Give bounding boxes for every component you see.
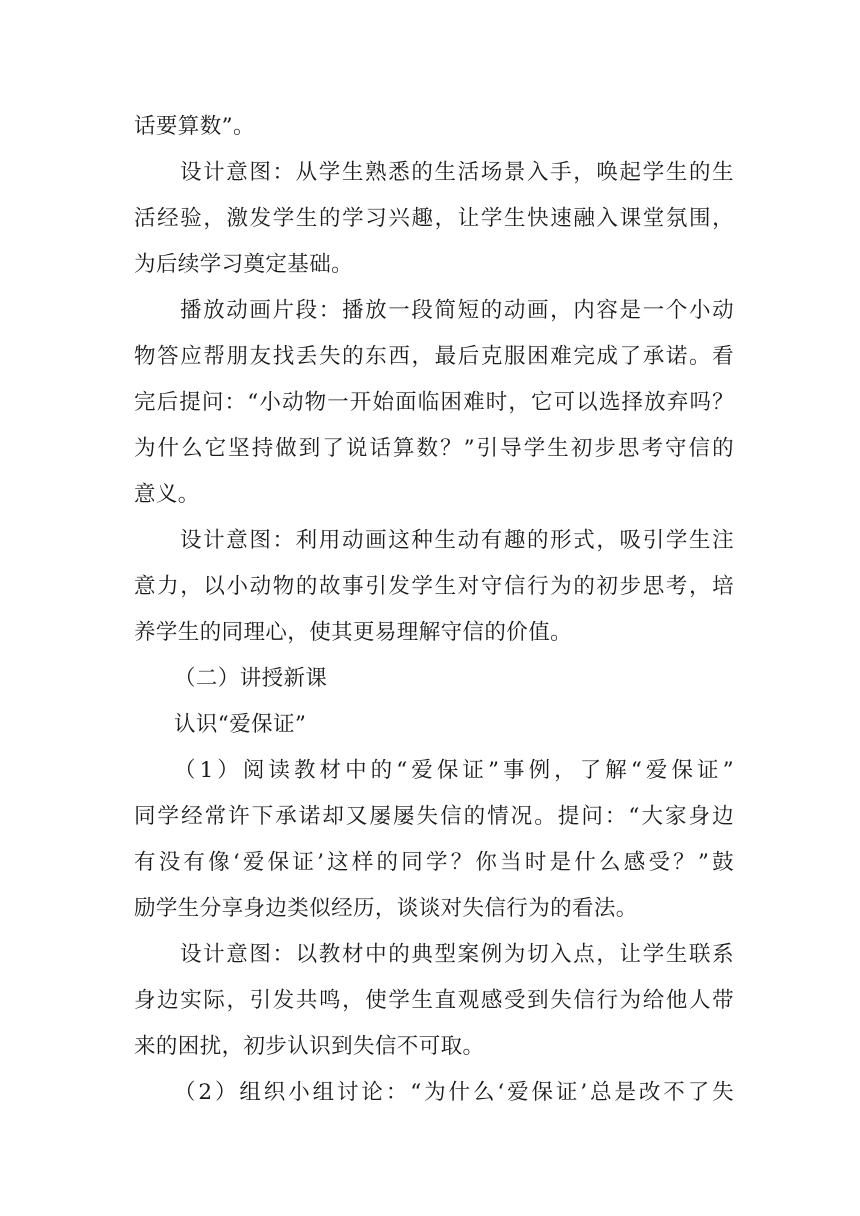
text-line: 设计意图：以教材中的典型案例为切入点，让学生联系 — [180, 942, 734, 967]
text-line: 话要算数”。 — [134, 114, 255, 139]
text-line: 意力，以小动物的故事引发学生对守信行为的初步思考，培 — [134, 574, 734, 599]
subsection-heading: 认识“爱保证” — [174, 712, 307, 737]
section-heading: （二）讲授新课 — [174, 666, 328, 691]
text-line: （2）组织小组讨论：“为什么‘爱保证’总是改不了失 — [174, 1080, 734, 1105]
text-line: 物答应帮朋友找丢失的东西，最后克服困难完成了承诺。看 — [134, 344, 734, 369]
text-line: （1）阅读教材中的“爱保证”事例，了解“爱保证” — [174, 758, 734, 783]
text-line: 身边实际，引发共鸣，使学生直观感受到失信行为给他人带 — [134, 988, 734, 1013]
text-line: 意义。 — [134, 482, 200, 507]
text-line: 同学经常许下承诺却又屡屡失信的情况。提问：“大家身边 — [134, 804, 734, 829]
text-line: 播放动画片段：播放一段简短的动画，内容是一个小动 — [180, 298, 734, 323]
text-line: 养学生的同理心，使其更易理解守信的价值。 — [134, 620, 573, 645]
text-line: 为后续学习奠定基础。 — [134, 252, 354, 277]
text-line: 来的困扰，初步认识到失信不可取。 — [134, 1034, 485, 1059]
text-line: 设计意图：利用动画这种生动有趣的形式，吸引学生注 — [180, 528, 734, 553]
text-line: 为什么它坚持做到了说话算数？”引导学生初步思考守信的 — [134, 436, 734, 461]
text-line: 完后提问：“小动物一开始面临困难时，它可以选择放弃吗？ — [134, 390, 734, 415]
text-line: 有没有像‘爱保证’这样的同学？你当时是什么感受？”鼓 — [134, 850, 734, 875]
text-line: 活经验，激发学生的学习兴趣，让学生快速融入课堂氛围， — [134, 206, 734, 231]
text-line: 设计意图：从学生熟悉的生活场景入手，唤起学生的生 — [180, 160, 734, 185]
text-line: 励学生分享身边类似经历，谈谈对失信行为的看法。 — [134, 896, 638, 921]
